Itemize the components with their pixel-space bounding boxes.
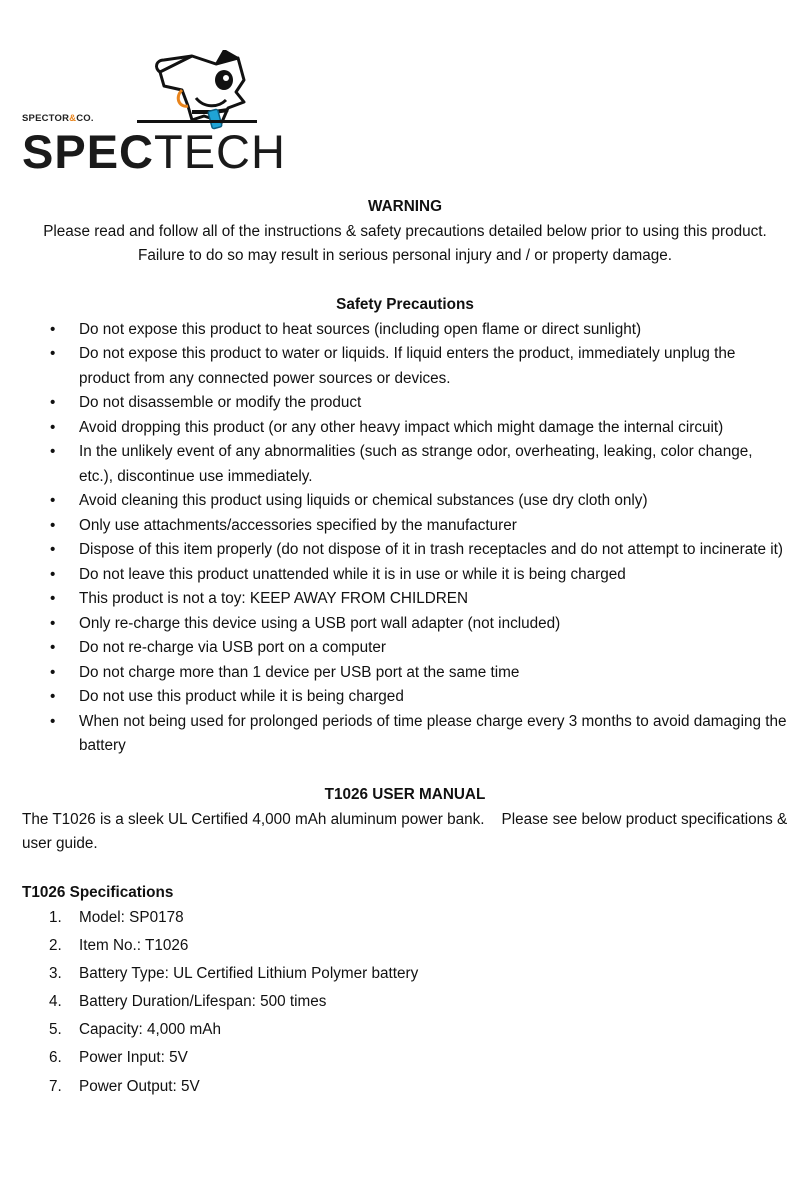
- list-item: • Do not re-charge via USB port on a computer: [22, 636, 788, 661]
- list-item: • Do not expose this product to water or liquids. If liquid enters the product, immediately unplug the product from any connected power sources or devices.: [22, 342, 788, 391]
- warning-title: WARNING: [368, 198, 442, 215]
- specs-title: T1026 Specifications: [22, 884, 174, 901]
- list-item: 4. Battery Duration/Lifespan: 500 times: [49, 993, 327, 1011]
- list-item: • In the unlikely event of any abnormalities (such as strange odor, overheating, leaking, color change, etc.), discontinue use immediately.: [22, 440, 788, 489]
- manual-intro: The T1026 is a sleek UL Certified 4,000 mAh aluminum power bank. Please see below product specifications & user guide.: [22, 810, 792, 852]
- list-item: • Avoid cleaning this product using liquids or chemical substances (use dry cloth only): [22, 489, 788, 514]
- safety-title: Safety Precautions: [336, 296, 474, 313]
- list-item: • Only re-charge this device using a USB port wall adapter (not included): [22, 612, 788, 637]
- list-item: • Only use attachments/accessories specified by the manufacturer: [22, 514, 788, 539]
- safety-list: [22, 318, 788, 759]
- list-item: • Do not charge more than 1 device per USB port at the same time: [22, 661, 788, 686]
- company-name: SPECTOR&CO.: [22, 113, 94, 124]
- list-item: • Do not use this product while it is being charged: [22, 685, 788, 710]
- list-item: 5. Capacity: 4,000 mAh: [49, 1021, 221, 1039]
- manual-title: T1026 USER MANUAL: [324, 786, 486, 803]
- brand-wordmark: SPECTECH: [22, 125, 286, 178]
- list-item: 7. Power Output: 5V: [49, 1077, 200, 1095]
- dog-mascot-icon: [152, 50, 262, 130]
- list-item: • Do not leave this product unattended while it is in use or while it is being charged: [22, 563, 788, 588]
- list-item: • When not being used for prolonged periods of time please charge every 3 months to avoid damaging the battery: [22, 710, 788, 759]
- list-item: 6. Power Input: 5V: [49, 1049, 188, 1067]
- spectech-logo: [22, 50, 286, 178]
- list-item: • Dispose of this item properly (do not dispose of it in trash receptacles and do not attempt to incinerate it): [22, 538, 788, 563]
- warning-line-2: Failure to do so may result in serious personal injury and / or property damage.: [138, 247, 672, 264]
- specs-list: [22, 906, 788, 1100]
- logo-underline: [137, 120, 257, 124]
- document-body: [22, 195, 792, 1103]
- warning-line-1: Please read and follow all of the instructions & safety precautions detailed below prior to using this product.: [43, 222, 767, 240]
- list-item: • Do not expose this product to heat sources (including open flame or direct sunlight): [22, 318, 788, 343]
- list-item: 1. Model: SP0178: [49, 908, 184, 926]
- list-item: • Avoid dropping this product (or any other heavy impact which might damage the internal circuit): [22, 416, 788, 441]
- list-item: • This product is not a toy: KEEP AWAY FROM CHILDREN: [22, 587, 788, 612]
- list-item: • Do not disassemble or modify the product: [22, 391, 788, 416]
- list-item: 2. Item No.: T1026: [49, 936, 189, 954]
- list-item: 3. Battery Type: UL Certified Lithium Polymer battery: [49, 964, 419, 982]
